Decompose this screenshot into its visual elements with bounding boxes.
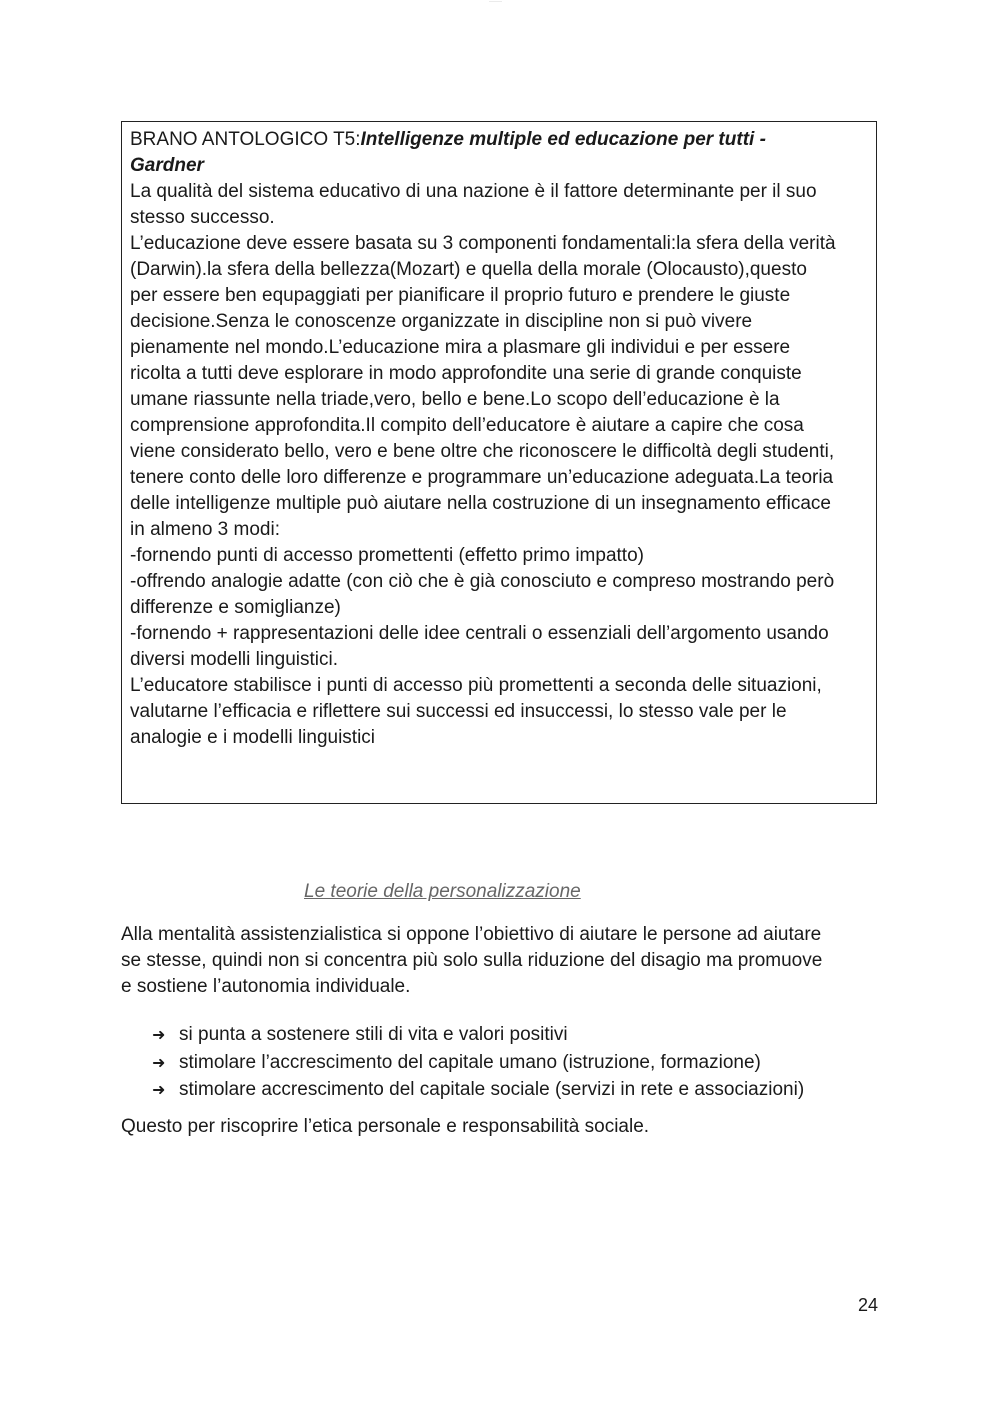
anthology-text-line: per essere ben equpaggiati per pianificare il proprio futuro e prendere le giuste [130, 285, 791, 306]
anthology-text-line: umane riassunte nella triade,vero, bello e bene.Lo scopo dell’educazione è la [130, 389, 780, 410]
closing-paragraph: Questo per riscoprire l’etica personale e responsabilità sociale. [121, 1116, 650, 1137]
intro-line: se stesse, quindi non si concentra più solo sulla riduzione del disagio ma promuove [121, 950, 823, 971]
anthology-text-line: delle intelligenze multiple può aiutare nella costruzione di un insegnamento efficace [130, 493, 831, 514]
anthology-text-line: in almeno 3 modi: [130, 519, 280, 540]
list-item [152, 1022, 804, 1050]
list-item [152, 1077, 804, 1105]
anthology-title-prefix: BRANO ANTOLOGICO T5: [130, 129, 361, 150]
bullet-list [152, 1022, 804, 1105]
anthology-text-line: decisione.Senza le conoscenze organizzate in discipline non si può vivere [130, 311, 753, 332]
anthology-text-line: valutarne l’efficacia e riflettere sui successi ed insuccessi, lo stesso vale per le [130, 701, 787, 722]
list-item-text: stimolare accrescimento del capitale sociale (servizi in rete e associazioni) [179, 1079, 805, 1100]
anthology-text-line: -offrendo analogie adatte (con ciò che è già conosciuto e compreso mostrando però [130, 571, 835, 592]
anthology-text-line: differenze e somiglianze) [130, 597, 341, 618]
anthology-title [130, 127, 876, 179]
list-item-text: si punta a sostenere stili di vita e valori positivi [179, 1024, 568, 1045]
anthology-title-main: Intelligenze multiple ed educazione per tutti - [360, 129, 766, 150]
anthology-text-line: stesso successo. [130, 207, 275, 228]
anthology-text-line: L’educazione deve essere basata su 3 componenti fondamentali:la sfera della verità [130, 233, 836, 254]
section-heading: Le teorie della personalizzazione [304, 881, 581, 902]
anthology-text-line: L’educatore stabilisce i punti di accesso più promettenti a seconda delle situazioni, [130, 675, 822, 696]
list-item-text: stimolare l’accrescimento del capitale umano (istruzione, formazione) [179, 1051, 761, 1073]
anthology-text-line: ricolta a tutti deve esplorare in modo approfondite una serie di grande conquiste [130, 363, 802, 384]
anthology-box [121, 121, 877, 804]
intro-line: e sostiene l’autonomia individuale. [121, 976, 411, 997]
intro-paragraph [121, 922, 881, 1000]
page-number: 24 [858, 1295, 879, 1315]
anthology-text-line: -fornendo + rappresentazioni delle idee centrali o essenziali dell’argomento usando [130, 623, 829, 644]
arrow-bullet-icon: ➜ [152, 1082, 166, 1099]
anthology-text-line: tenere conto delle loro differenze e programmare un’educazione adeguata.La teoria [130, 467, 834, 488]
anthology-text-line: -fornendo punti di accesso promettenti (effetto primo impatto) [130, 545, 644, 566]
anthology-text-line: comprensione approfondita.Il compito dell’educatore è aiutare a capire che cosa [130, 415, 804, 436]
arrow-bullet-icon: ➜ [152, 1054, 166, 1072]
intro-line: Alla mentalità assistenzialistica si oppone l’obiettivo di aiutare le persone ad aiutare [121, 924, 822, 945]
anthology-title-author: Gardner [130, 155, 204, 176]
anthology-text-line: analogie e i modelli linguistici [130, 727, 376, 748]
anthology-text-line: diversi modelli linguistici. [130, 649, 339, 670]
anthology-text-line: (Darwin).la sfera della bellezza(Mozart) e quella della morale (Olocausto),questo [130, 259, 807, 280]
list-item [152, 1050, 804, 1078]
anthology-text-line: viene considerato bello, vero e bene oltre che riconoscere le difficoltà degli studenti, [130, 441, 835, 462]
top-header-mark: ------------- [489, 0, 502, 3]
anthology-text-line: pienamente nel mondo.L’educazione mira a plasmare gli individui e per essere [130, 337, 791, 358]
anthology-text-line: La qualità del sistema educativo di una nazione è il fattore determinante per il suo [130, 181, 817, 202]
arrow-bullet-icon: ➜ [152, 1027, 166, 1044]
